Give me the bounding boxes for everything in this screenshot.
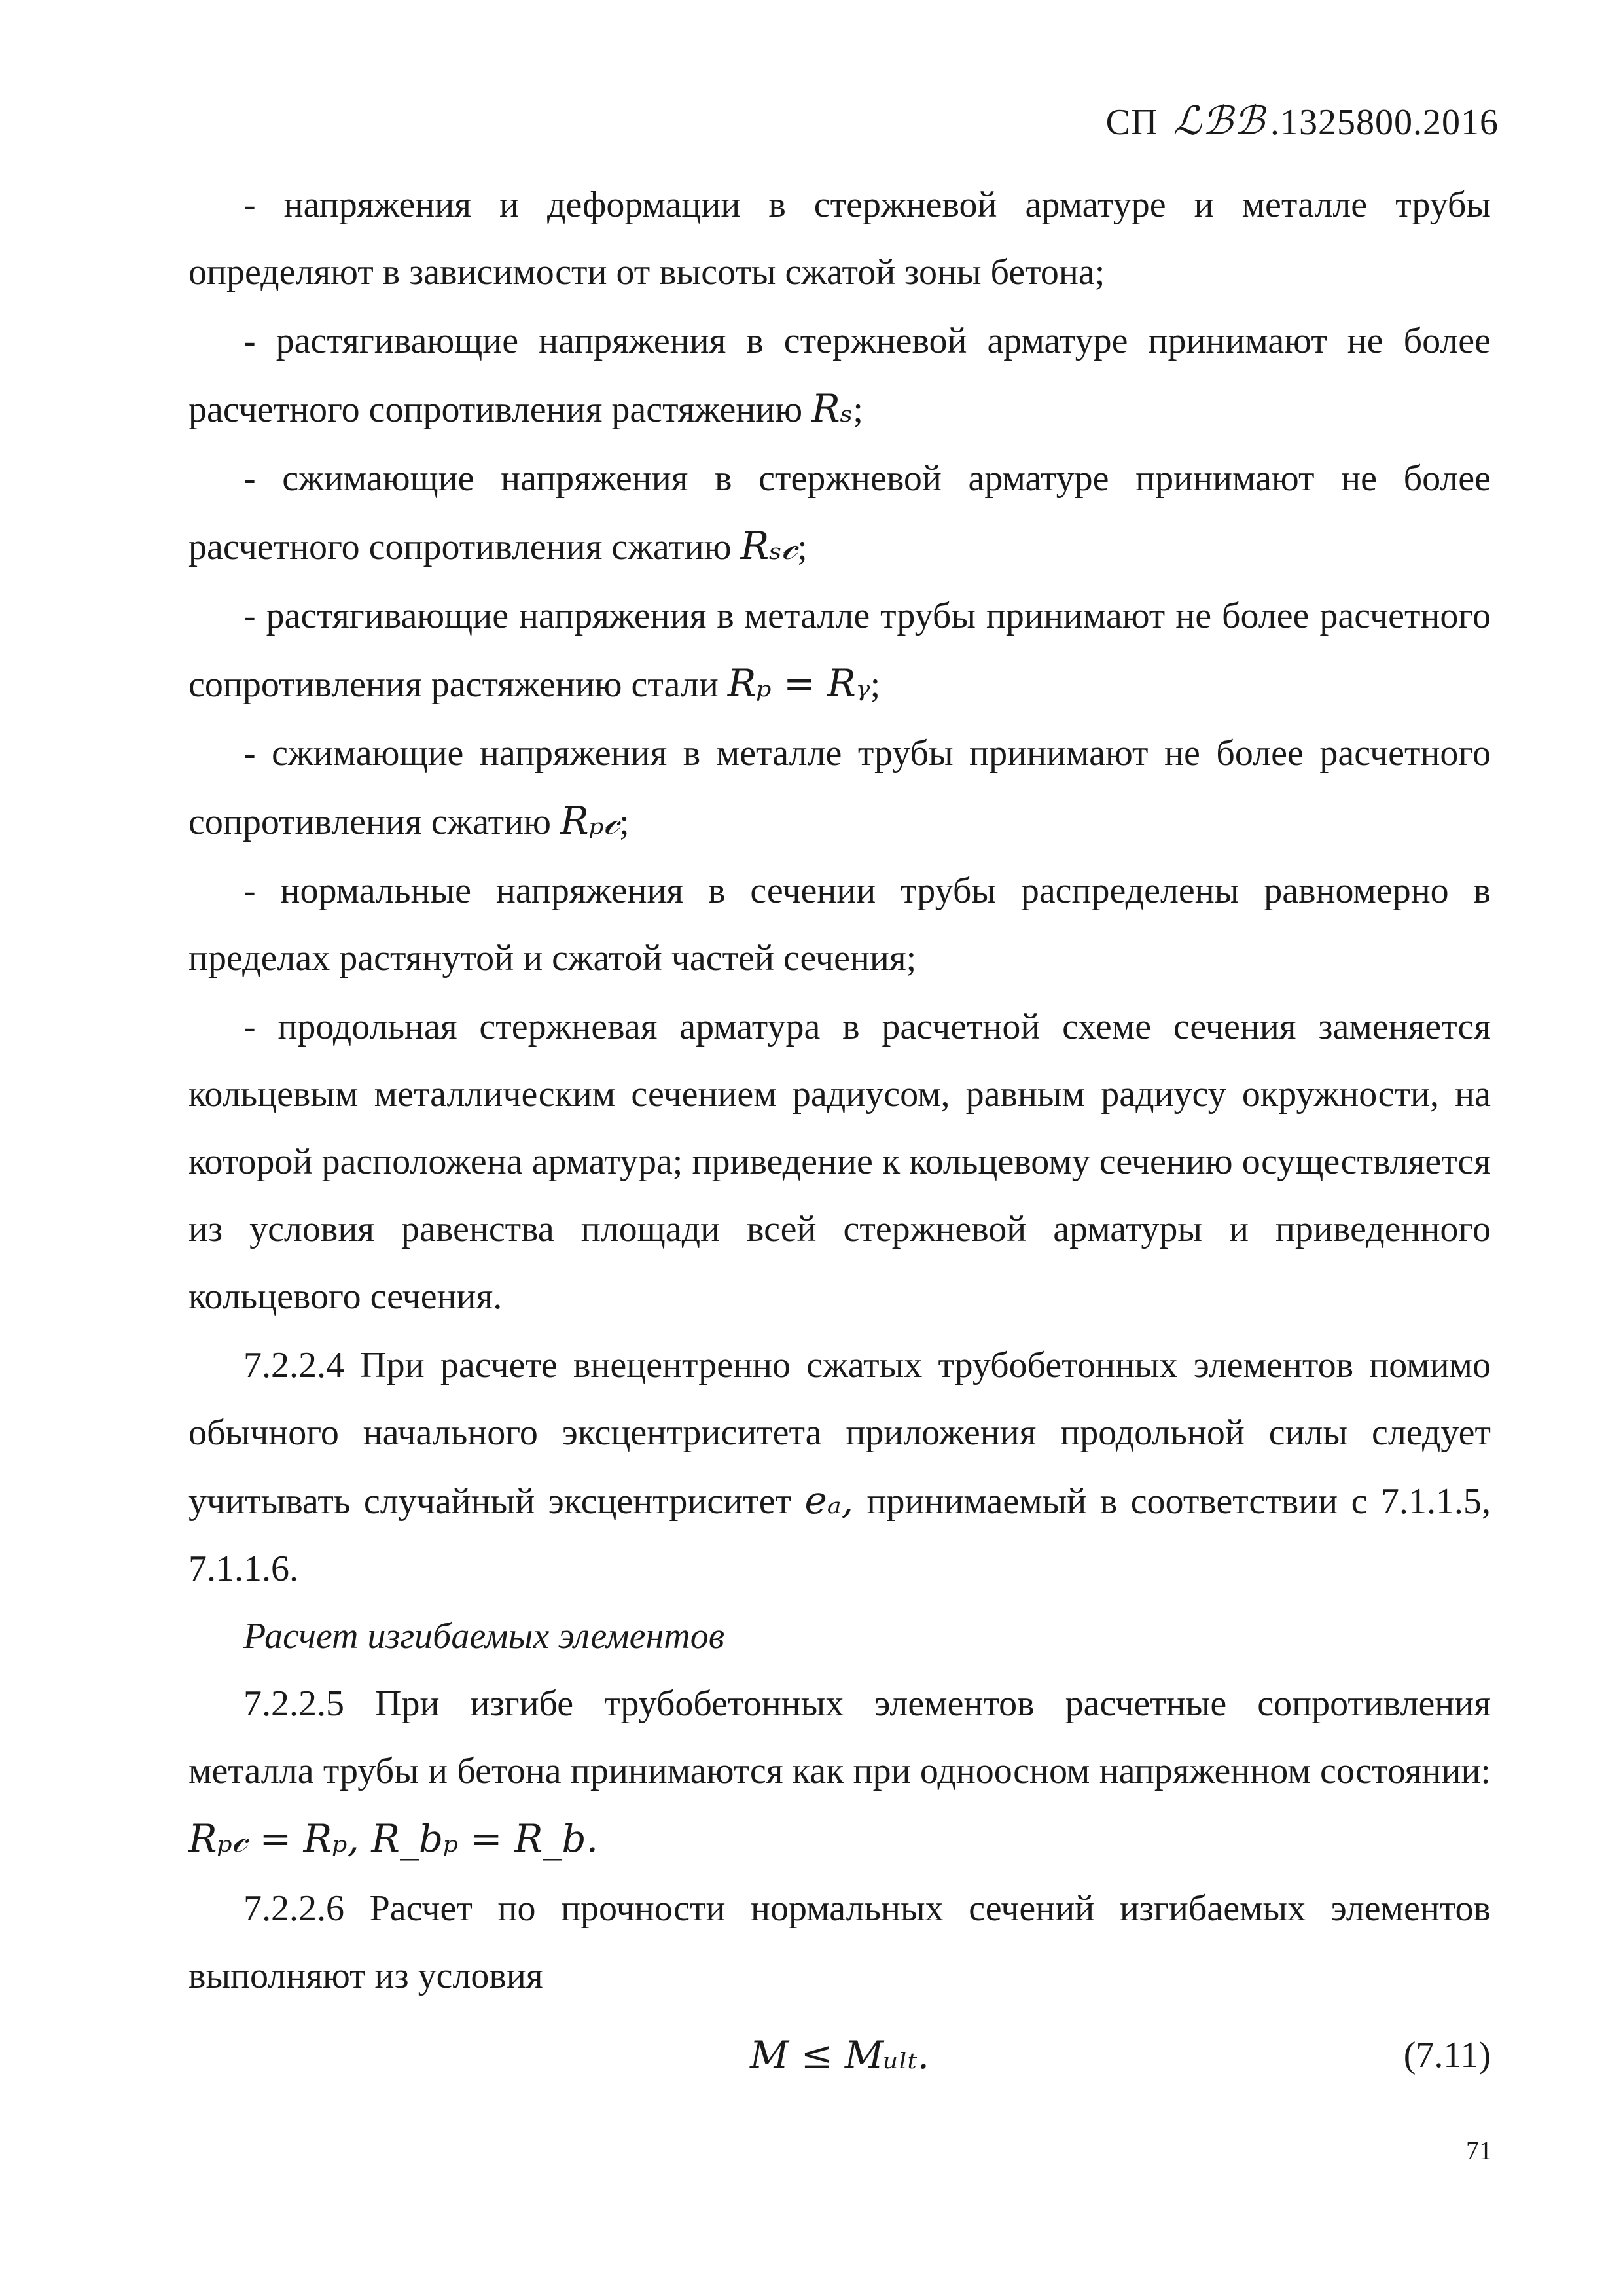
header-prefix: СП — [1105, 102, 1158, 143]
clause-7-2-2-6 — [188, 1875, 1491, 2010]
clause-7-2-2-5-text: 7.2.2.5 При изгибе трубобетонных элементов расчетные сопротивления металла трубы и бетона принимаются как при одноосном напряженном состоянии: — [188, 1683, 1491, 1791]
bullet-5-math: Rₚ𝒸 — [560, 798, 620, 843]
bullet-6-text: - нормальные напряжения в сечении трубы распределены равномерно в пределах растянутой и сжатой частей сечения; — [188, 870, 1491, 978]
bullet-2 — [188, 308, 1491, 444]
bullet-4-math: Rₚ = Rᵧ — [727, 661, 870, 706]
document-header — [1106, 98, 1499, 144]
clause-7-2-2-4-tail: принимаемый в соответствии с 7.1.1.5, 7.1.1.6. — [188, 1481, 1491, 1589]
clause-7-2-2-6-text: 7.2.2.6 Расчет по прочности нормальных сечений изгибаемых элементов выполняют из условия — [188, 1888, 1491, 1996]
bullet-7 — [188, 994, 1491, 1331]
handwritten-number: ℒℬℬ — [1173, 98, 1265, 144]
bullet-7-text: - продольная стержневая арматура в расчетной схеме сечения заменяется кольцевым металлическим сечением радиусом, равным радиусу окружности, на которой расположена арматура; приведение к кольцевому сечению осуществляется из условия равенства площади всей стержневой арматуры и приведенного кольцевого сечения. — [188, 1007, 1491, 1317]
header-code: .1325800.2016 — [1270, 102, 1499, 143]
bullet-4 — [188, 583, 1491, 719]
bullet-5-text: - сжимающие напряжения в металле трубы принимают не более расчетного сопротивления сжатию — [188, 733, 1491, 842]
bullet-3-math: Rₛ𝒸 — [740, 524, 798, 568]
clause-7-2-2-4-math: eₐ, — [804, 1478, 854, 1522]
bullet-2-math: Rₛ — [812, 386, 853, 431]
formula-expression: M ≤ Mᵤₗₜ. — [749, 2033, 930, 2077]
bullet-1 — [188, 171, 1491, 306]
document-body — [188, 171, 1491, 2094]
section-subheading: Расчет изгибаемых элементов — [243, 1616, 724, 1657]
bullet-3 — [188, 445, 1491, 581]
formula-7-11 — [188, 2022, 1491, 2094]
clause-7-2-2-5 — [188, 1670, 1491, 1874]
clause-7-2-2-4-text: 7.2.2.4 При расчете внецентренно сжатых трубобетонных элементов помимо обычного начального эксцентриситета приложения продольной силы следует учитывать случайный эксцентриситет — [188, 1345, 1491, 1522]
formula-number: (7.11) — [1403, 2035, 1491, 2075]
bullet-5-tail: ; — [619, 802, 630, 842]
bullet-3-text: - сжимающие напряжения в стержневой арматуре принимают не более расчетного сопротивления сжатию — [188, 458, 1491, 567]
bullet-2-tail: ; — [853, 389, 863, 430]
bullet-1-text: - напряжения и деформации в стержневой арматуре и металле трубы определяют в зависимости от высоты сжатой зоны бетона; — [188, 185, 1491, 293]
bullet-3-tail: ; — [797, 527, 808, 567]
bullet-4-tail: ; — [870, 664, 881, 705]
bullet-6 — [188, 857, 1491, 992]
page-number: 71 — [1466, 2136, 1492, 2165]
clause-7-2-2-4 — [188, 1332, 1491, 1603]
clause-7-2-2-5-math: Rₚ𝒸 = Rₚ, R_bₚ = R_b. — [188, 1816, 599, 1861]
bullet-2-text: - растягивающие напряжения в стержневой арматуре принимают не более расчетного сопротивления растяжению — [188, 321, 1491, 430]
bullet-5 — [188, 720, 1491, 856]
bullet-4-text: - растягивающие напряжения в металле трубы принимают не более расчетного сопротивления растяжению стали — [188, 596, 1491, 705]
